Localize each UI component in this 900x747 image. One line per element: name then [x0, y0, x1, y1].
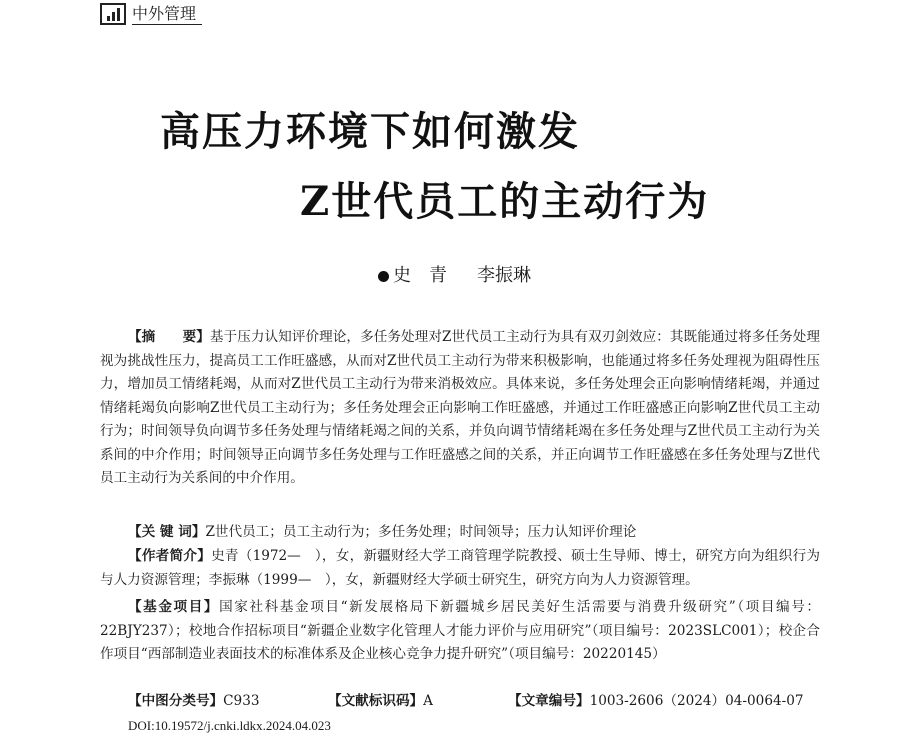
article-title-line-1: 高压力环境下如何激发	[160, 108, 580, 155]
author-name: 史 青	[393, 265, 447, 286]
bar-chart-logo-icon	[100, 3, 126, 25]
document-code	[328, 691, 508, 711]
article-title-line-2: Z世代员工的主动行为	[300, 178, 710, 225]
clc-value: C933	[223, 693, 260, 709]
clc-label: 【中图分类号】	[128, 693, 224, 709]
author-name: 李振琳	[477, 265, 531, 286]
funding	[100, 596, 820, 667]
abstract-text: 基于压力认知评价理论，多任务处理对Z世代员工主动行为具有双刃剑效应：其既能通过将多任务处理视为挑战性压力，提高员工工作旺盛感，从而对Z世代员工主动行为带来积极影响，也能通过将多任务处理视为阻碍性压力，增加员工情绪耗竭，从而对Z世代员工主动行为带来消极效应。具体来说，多任务处理会正向影响情绪耗竭，并通过情绪耗竭负向影响Z世代员工主动行为；多任务处理会正向影响工作旺盛感，并通过工作旺盛感正向影响Z世代员工主动行为；时间领导负向调节多任务处理与情绪耗竭之间的关系，并负向调节情绪耗竭在多任务处理与Z世代员工主动行为关系间的中介作用；时间领导正向调节多任务处理与工作旺盛感之间的关系，并正向调节工作旺盛感在多任务处理与Z世代员工主动行为关系间的中介作用。	[100, 329, 820, 486]
author-bio-label: 【作者简介】	[128, 548, 212, 564]
article-number-value: 1003-2606（2024）04-0064-07	[589, 693, 804, 709]
bullet-icon	[378, 271, 389, 282]
author-line	[378, 263, 531, 289]
keywords-text: Z世代员工；员工主动行为；多任务处理；时间领导；压力认知评价理论	[205, 524, 637, 540]
abstract-label: 【摘 要】	[128, 329, 210, 345]
funding-text: 国家社科基金项目“新发展格局下新疆城乡居民美好生活需要与消费升级研究”（项目编号：22BJY237）；校地合作招标项目“新疆企业数字化管理人才能力评价与应用研究”（项目编号：2023SLC001）；校企合作项目“西部制造业表面技术的标准体系及企业核心竞争力提升研究”（项目编号：20220145）	[100, 599, 820, 662]
keywords	[100, 521, 820, 545]
keywords-label: 【关 键 词】	[128, 524, 206, 540]
abstract	[100, 326, 820, 491]
doi: DOI:10.19572/j.cnki.ldkx.2024.04.023	[128, 718, 331, 733]
journal-header	[100, 3, 202, 25]
funding-label: 【基金项目】	[128, 599, 220, 615]
article-number	[508, 691, 804, 711]
clc-number	[128, 691, 328, 711]
document-code-label: 【文献标识码】	[328, 693, 424, 709]
journal-name: 中外管理	[132, 4, 202, 25]
author-bio-text: 史青（1972— ），女，新疆财经大学工商管理学院教授、硕士生导师、博士，研究方向为组织行为与人力资源管理；李振琳（1999— ），女，新疆财经大学硕士研究生，研究方向为人力资源管理。	[100, 548, 821, 588]
document-code-value: A	[423, 693, 433, 709]
classification-line	[128, 691, 804, 711]
article-number-label: 【文章编号】	[508, 693, 590, 709]
author-bio	[100, 545, 820, 592]
